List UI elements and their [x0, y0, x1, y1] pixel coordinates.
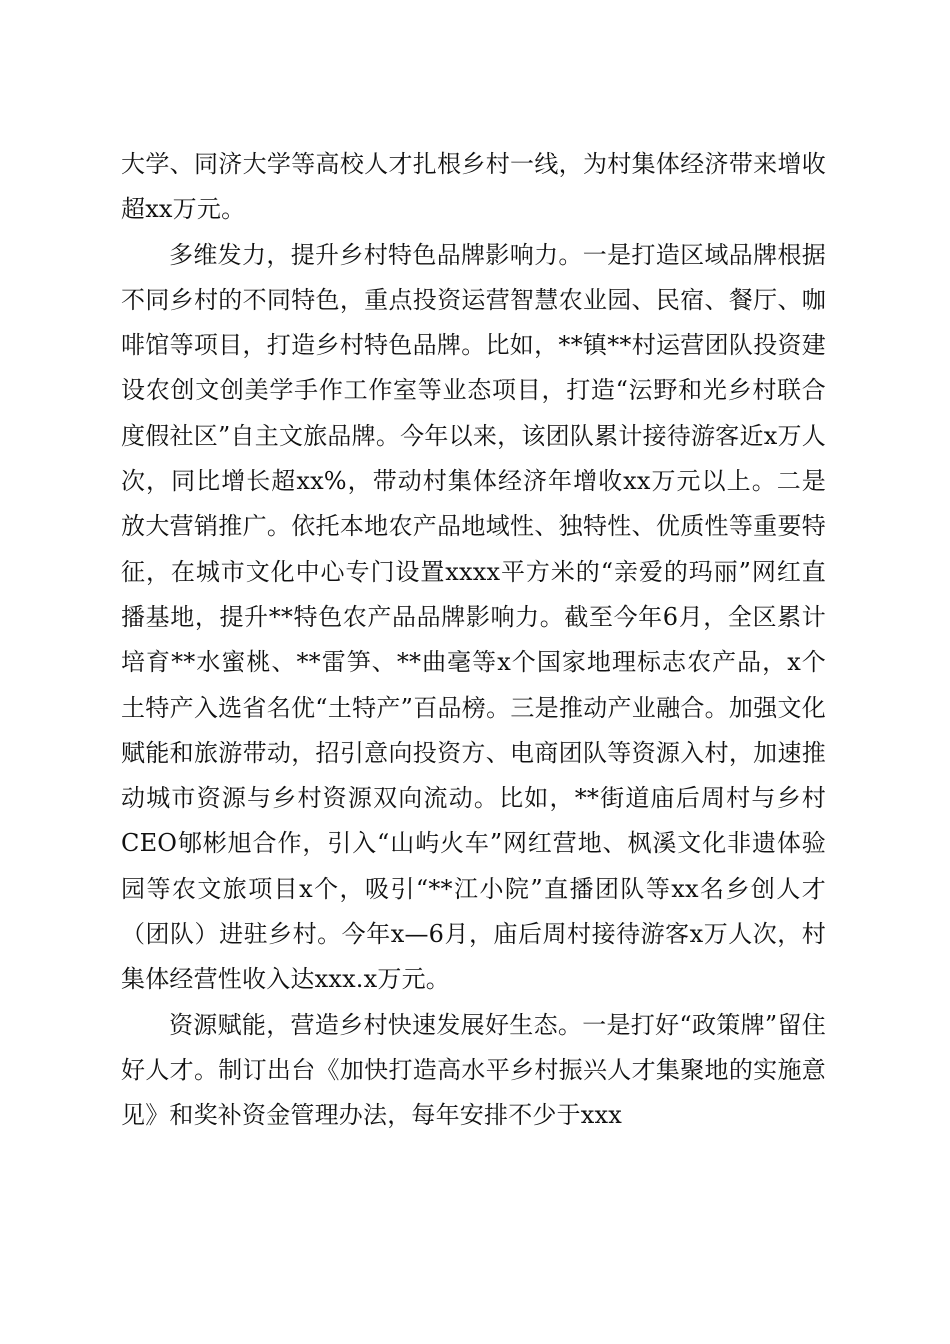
body-text: [121, 142, 826, 1139]
paragraph-1: 大学、同济大学等高校人才扎根乡村一线，为村集体经济带来增收超xx万元。: [121, 150, 826, 224]
paragraph-2: 多维发力，提升乡村特色品牌影响力。一是打造区域品牌根据不同乡村的不同特色，重点投资运营智慧农业园、民宿、餐厅、咖啡馆等项目，打造乡村特色品牌。比如，**镇**村运营团队投资建设农创文创美学手作工作室等业态项目，打造“沄野和光乡村联合度假社区”自主文旅品牌。今年以来，该团队累计接待游客近x万人次，同比增长超xx%，带动村集体经济年增收xx万元以上。二是放大营销推广。依托本地农产品地域性、独特性、优质性等重要特征，在城市文化中心专门设置xxxx平方米的“亲爱的玛丽”网红直播基地，提升**特色农产品品牌影响力。截至今年6月，全区累计培育**水蜜桃、**雷笋、**曲毫等x个国家地理标志农产品，x个土特产入选省名优“土特产”百品榜。三是推动产业融合。加强文化赋能和旅游带动，招引意向投资方、电商团队等资源入村，加速推动城市资源与乡村资源双向流动。比如，**街道庙后周村与乡村CEO郇彬旭合作，引入“山屿火车”网红营地、枫溪文化非遗体验园等农文旅项目x个，吸引“**江小院”直播团队等xx名乡创人才（团队）进驻乡村。今年x—6月，庙后周村接待游客x万人次，村集体经营性收入达xxx.x万元。: [121, 240, 826, 994]
paragraph-3: 资源赋能，营造乡村快速发展好生态。一是打好“政策牌”留住好人才。制订出台《加快打造高水平乡村振兴人才集聚地的实施意见》和奖补资金管理办法，每年安排不少于xxx: [121, 1010, 826, 1130]
